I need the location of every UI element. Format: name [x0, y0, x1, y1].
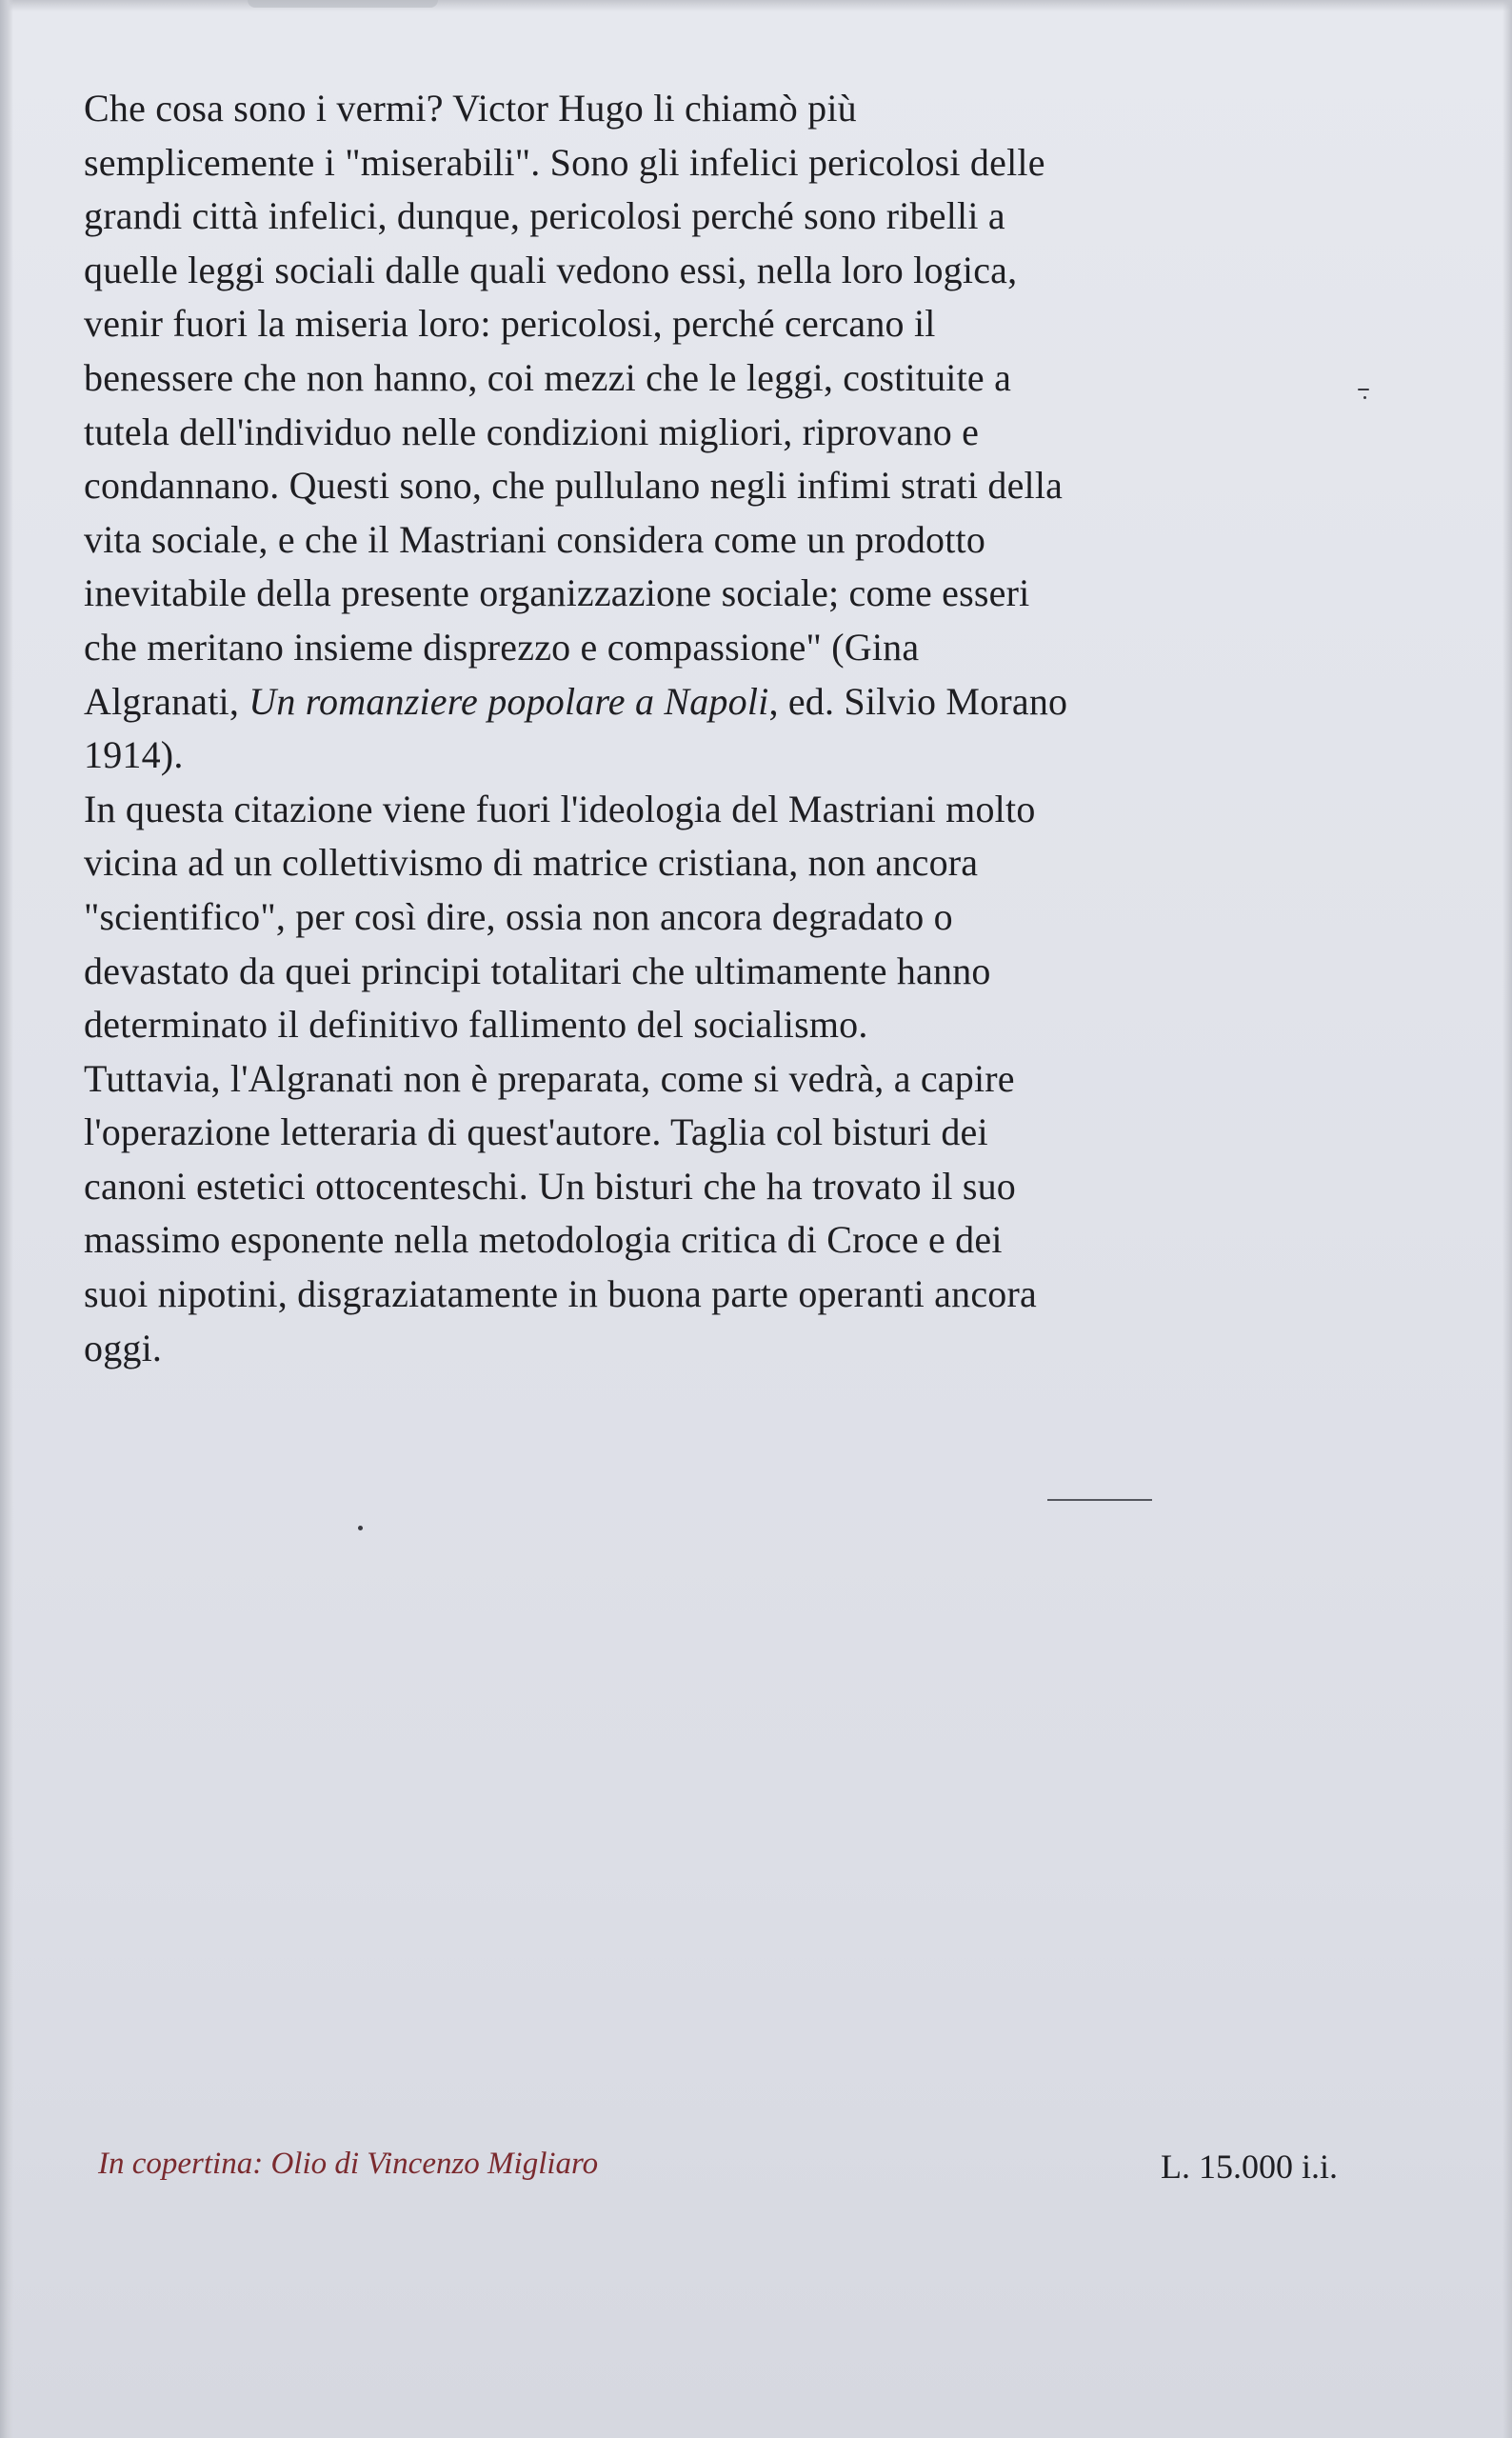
blurb-line: Tuttavia, l'Algranati non è preparata, come si vedrà, a capire [84, 1056, 1015, 1100]
blurb-line: semplicemente i "miserabili". Sono gli infelici pericolosi delle [84, 140, 1045, 184]
blurb-line: l'operazione letteraria di quest'autore. Taglia col bisturi dei [84, 1110, 988, 1154]
cover-scuff-mark [248, 0, 438, 8]
blurb-line: "scientifico", per così dire, ossia non ancora degradato o [84, 894, 953, 938]
blurb-line: suoi nipotini, disgraziatamente in buona parte operanti ancora [84, 1272, 1037, 1316]
blurb-line: inevitabile della presente organizzazione sociale; come esseri [84, 571, 1030, 615]
citation-publisher: , ed. Silvio Morano [768, 679, 1068, 723]
cover-credit: In copertina: Olio di Vincenzo Migliaro [98, 2147, 599, 2181]
blurb-line: devastato da quei principi totalitari che ultimamente hanno [84, 949, 991, 992]
blurb-line: condannano. Questi sono, che pullulano negli infimi strati della [84, 464, 1064, 508]
paper-speck [358, 1526, 363, 1530]
blurb-text [84, 82, 1274, 1375]
citation-book-title: Un romanziere popolare a Napoli [249, 679, 769, 723]
price-label: L. 15.000 i.i. [1161, 2148, 1338, 2186]
cover-right-edge [1502, 0, 1512, 2438]
blurb-line: vicina ad un collettivismo di matrice cristiana, non ancora [84, 841, 979, 885]
blurb-line: tutela dell'individuo nelle condizioni migliori, riprovano e [84, 410, 980, 453]
paper-speck [1358, 389, 1369, 390]
blurb-line: quelle leggi sociali dalle quali vedono essi, nella loro logica, [84, 248, 1018, 291]
blurb-line: 1914). [84, 733, 184, 777]
blurb-line-citation [84, 675, 1274, 729]
blurb-line: oggi. [84, 1326, 163, 1369]
blurb-line: Che cosa sono i vermi? Victor Hugo li chiamò più [84, 87, 857, 130]
blurb-line: In questa citazione viene fuori l'ideologia del Mastriani molto [84, 787, 1036, 830]
blurb-line: canoni estetici ottocenteschi. Un bisturi che ha trovato il suo [84, 1164, 1017, 1208]
cover-spine-edge [0, 0, 13, 2438]
blurb-line: venir fuori la miseria loro: pericolosi, perché cercano il [84, 302, 936, 346]
blurb-line: benessere che non hanno, coi mezzi che le leggi, costituite a [84, 355, 1012, 399]
blurb-line: vita sociale, e che il Mastriani considera come un prodotto [84, 517, 986, 561]
paper-speck [1363, 396, 1366, 399]
citation-author: Algranati, [84, 679, 249, 723]
blurb-line: determinato il definitivo fallimento del socialismo. [84, 1003, 868, 1047]
paper-scratch [1047, 1499, 1152, 1501]
cover-top-edge [0, 0, 1512, 11]
blurb-line: massimo esponente nella metodologia critica di Croce e dei [84, 1218, 1003, 1262]
blurb-line: grandi città infelici, dunque, pericolosi perché sono ribelli a [84, 194, 1005, 238]
blurb-line: che meritano insieme disprezzo e compassione" (Gina [84, 625, 920, 669]
